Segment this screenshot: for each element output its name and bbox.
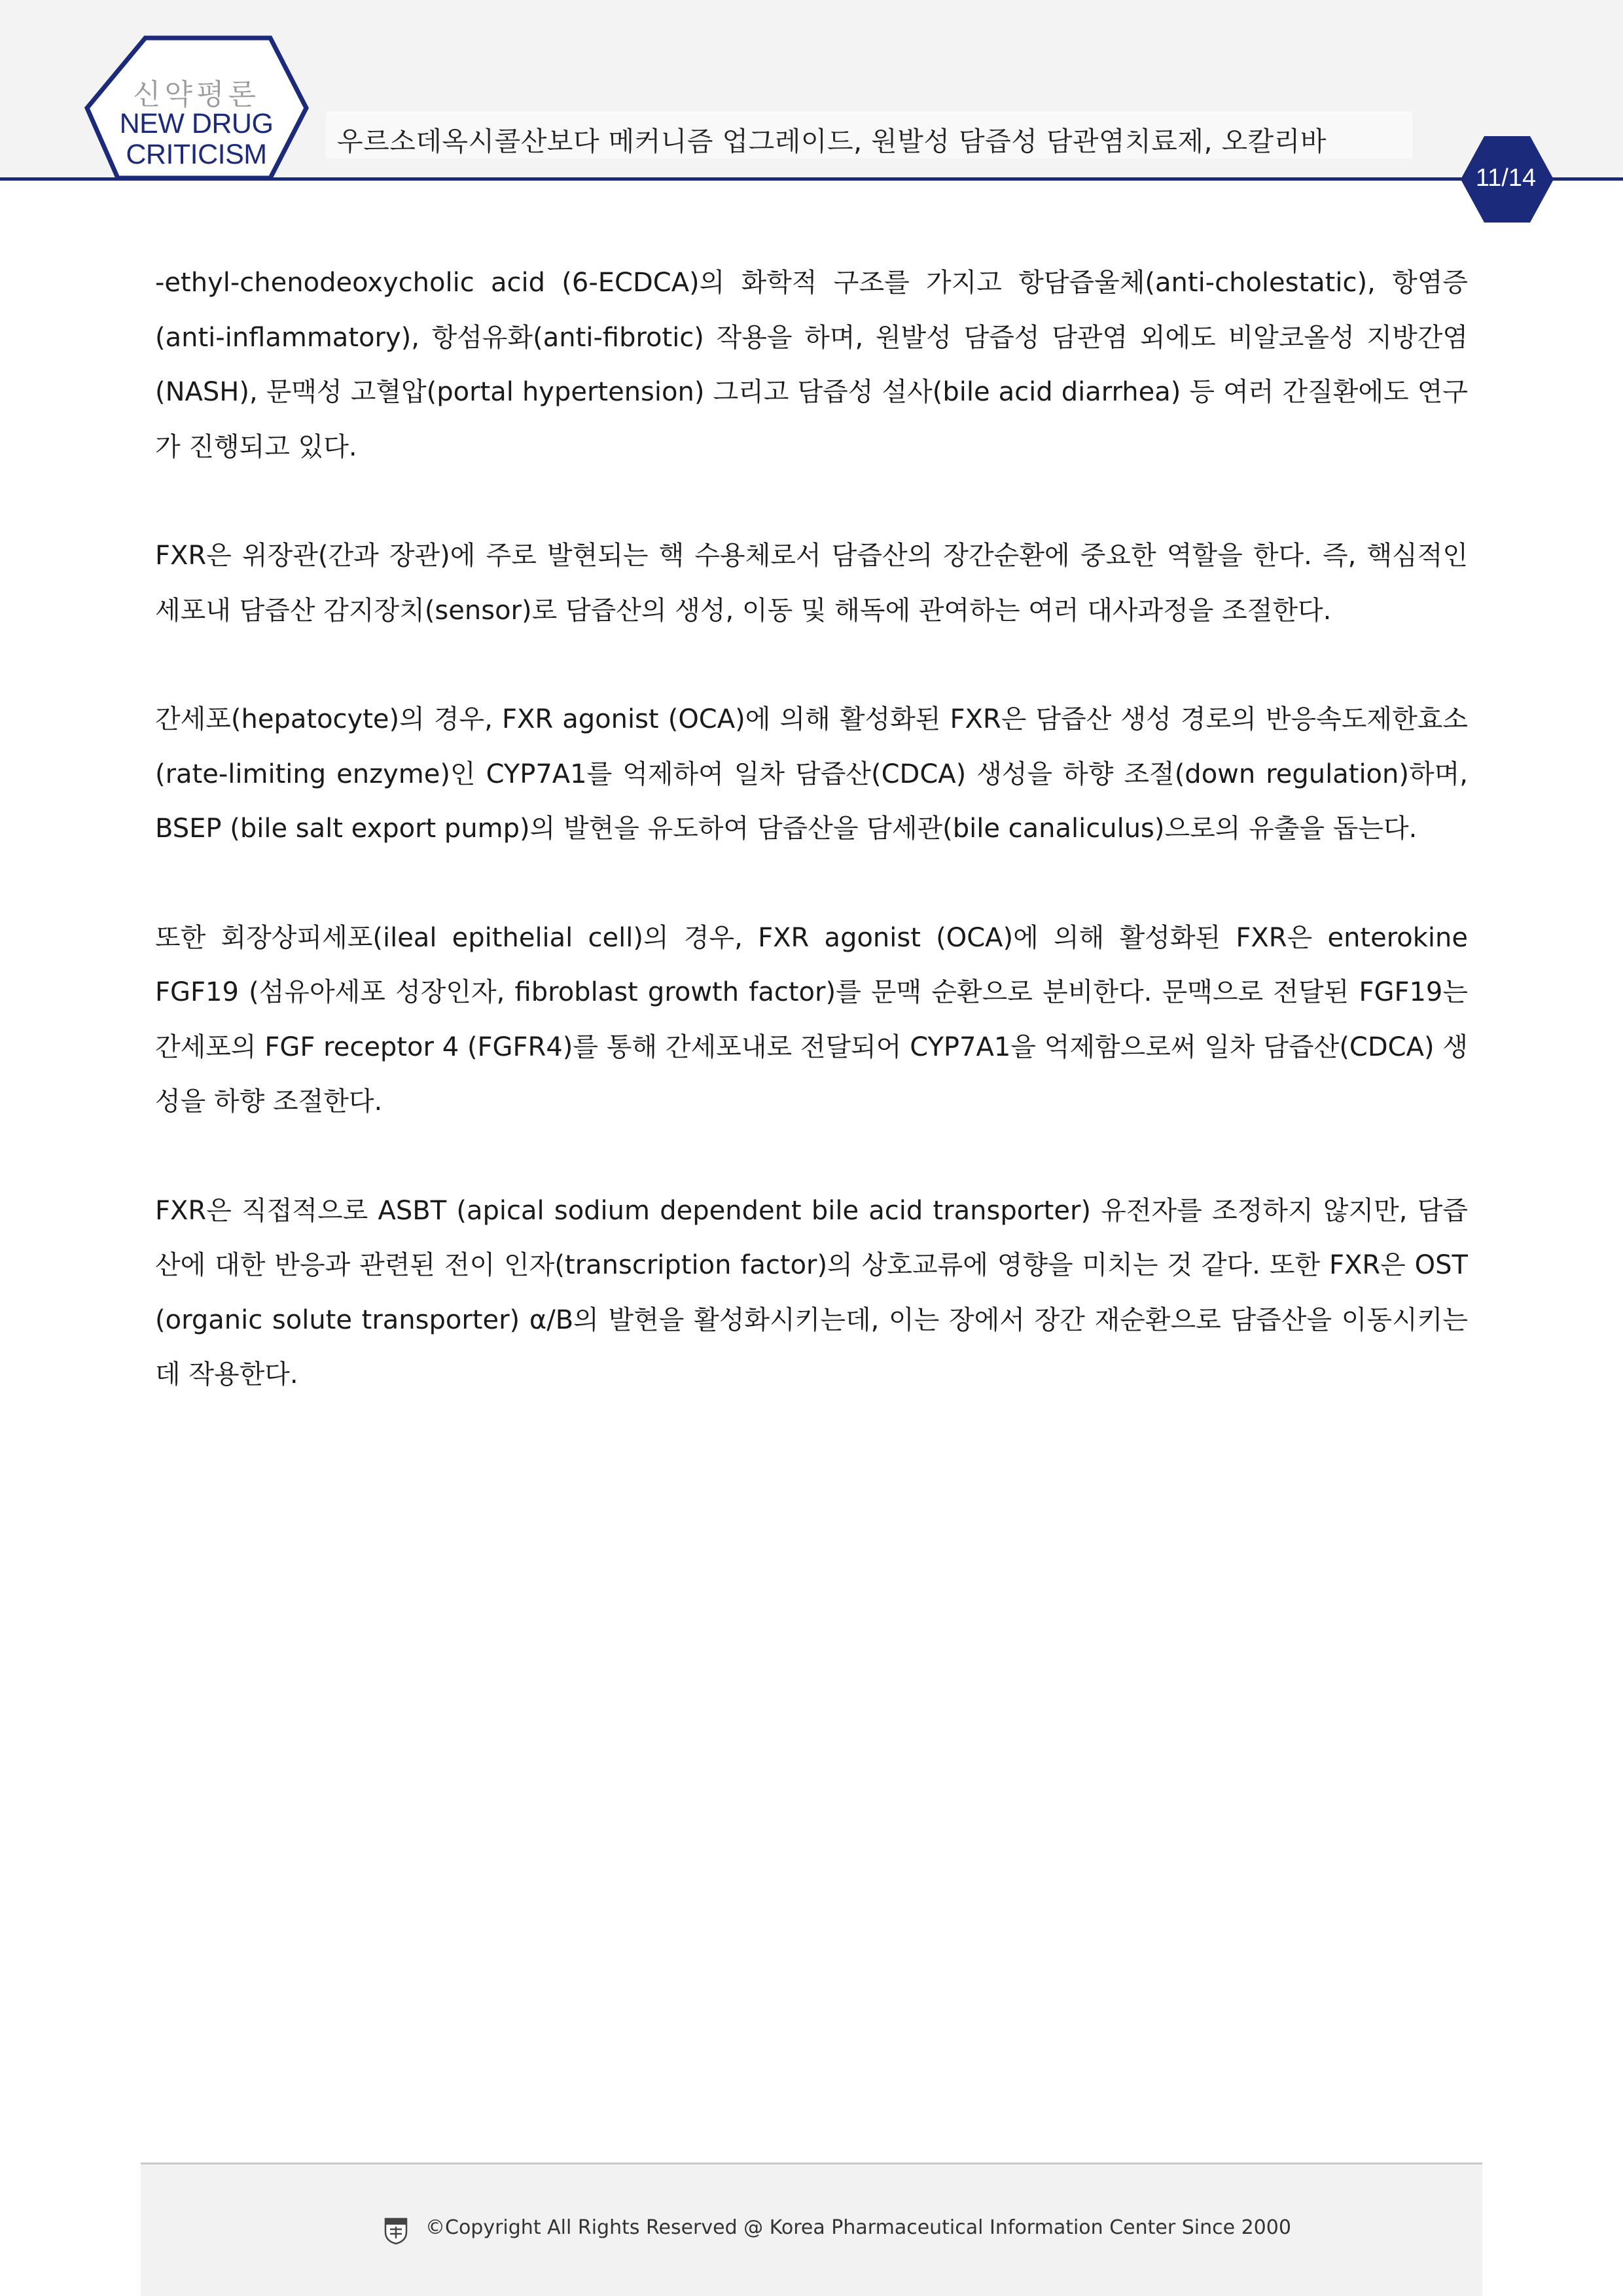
header-divider	[0, 177, 1623, 181]
page-indicator: 11/14	[1475, 164, 1537, 192]
logo-english-line2: CRITICISM	[126, 139, 267, 170]
article-body	[155, 256, 1468, 1457]
logo-korean-text: 신약평론	[132, 78, 260, 111]
paragraph: 또한 회장상피세포(ileal epithelial cell)의 경우, FXR agonist (OCA)에 의해 활성화된 FXR은 enterokine FGF19 (섬유아세포 성장인자, fibroblast growth factor)를 문맥 순환으로 분비한다. 문맥으로 전달된 FGF19는 간세포의 FGF receptor 4 (FGFR4)를 통해 간세포내로 전달되어 CYP7A1을 억제함으로써 일차 담즙산(CDCA) 생성을 하향 조절한다.	[155, 922, 1468, 1117]
logo-english-line1: NEW DRUG	[119, 108, 274, 139]
paragraph: 간세포(hepatocyte)의 경우, FXR agonist (OCA)에 의해 활성화된 FXR은 담즙산 생성 경로의 반응속도제한효소(rate-limiting enzyme)인 CYP7A1를 억제하여 일차 담즙산(CDCA) 생성을 하향 조절(down regulation)하며, BSEP (bile salt export pump)의 발현을 유도하여 담즙산을 담세관(bile canaliculus)으로의 유출을 돕는다.	[155, 704, 1468, 844]
paragraph: FXR은 직접적으로 ASBT (apical sodium dependent bile acid transporter) 유전자를 조정하지 않지만, 담즙산에 대한 반응과 관련된 전이 인자(transcription factor)의 상호교류에 영향을 미치는 것 같다. 또한 FXR은 OST (organic solute transporter) α/Β의 발현을 활성화시키는데, 이는 장에서 장간 재순환으로 담즙산을 이동시키는 데 작용한다.	[155, 1195, 1468, 1390]
shield-crest-icon	[383, 2216, 408, 2245]
footer-copyright: ©Copyright All Rights Reserved @ Korea Pharmaceutical Information Center Since 2000	[425, 2216, 1291, 2239]
header-title: 우르소데옥시콜산보다 메커니즘 업그레이드, 원발성 담즙성 담관염치료제, 오칼리바	[337, 126, 1327, 157]
paragraph: FXR은 위장관(간과 장관)에 주로 발현되는 핵 수용체로서 담즙산의 장간순환에 중요한 역할을 한다. 즉, 핵심적인 세포내 담즙산 감지장치(sensor)로 담즙산의 생성, 이동 및 해독에 관여하는 여러 대사과정을 조절한다.	[155, 541, 1468, 626]
paragraph: -ethyl-chenodeoxycholic acid (6-ECDCA)의 화학적 구조를 가지고 항담즙울체(anti-cholestatic), 항염증(anti-inflammatory), 항섬유화(anti-fibrotic) 작용을 하며, 원발성 담즙성 담관염 외에도 비알코올성 지방간염(NASH), 문맥성 고혈압(portal hypertension) 그리고 담즙성 설사(bile acid diarrhea) 등 여러 간질환에도 연구가 진행되고 있다.	[155, 268, 1468, 462]
